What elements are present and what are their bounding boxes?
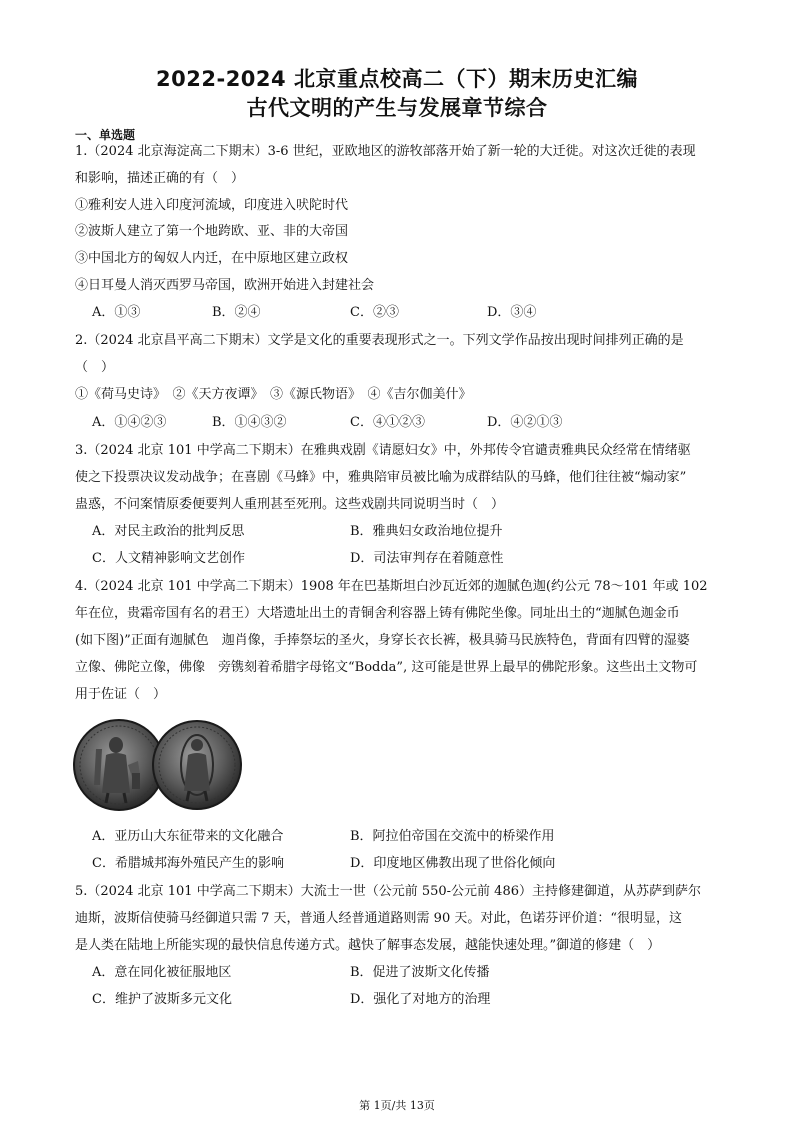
question-5-stem: 5.（2024 北京 101 中学高二下期末）大流士一世（公元前 550-公元前 486）主持修建御道，从苏萨到萨尔	[75, 884, 701, 899]
question-3-stem: 3.（2024 北京 101 中学高二下期末）在雅典戏剧《请愿妇女》中，外邦传令官谴责雅典民众经常在情绪驱	[75, 443, 691, 458]
coin-reverse	[153, 721, 241, 809]
question-2-option-a: A．①④②③	[92, 415, 167, 430]
question-2-item: ①《荷马史诗》 ②《天方夜谭》 ③《源氏物语》 ④《吉尔伽美什》	[75, 387, 472, 402]
question-1-option-c: C．②③	[350, 305, 399, 320]
question-5-stem: 迪斯，波斯信使骑马经御道只需 7 天，普通人经普通道路则需 90 天。对此，色诺芬评价道：“很明显，这	[75, 911, 682, 926]
question-2-option-c: C．④①②③	[350, 415, 425, 430]
question-4-stem: 年在位，贵霜帝国有名的君王）大塔遗址出土的青铜舍利容器上铸有佛陀坐像。同址出土的“迦腻色迦金币	[75, 606, 680, 621]
coin-obverse	[74, 720, 164, 810]
question-3-option-d: D．司法审判存在着随意性	[350, 551, 504, 566]
document-title: 2022-2024 北京重点校高二（下）期末历史汇编	[156, 67, 638, 91]
question-1-item: ①雅利安人进入印度河流域，印度进入吠陀时代	[75, 198, 349, 213]
question-4-option-a: A．亚历山大东征带来的文化融合	[92, 829, 284, 844]
document-subtitle: 古代文明的产生与发展章节综合	[246, 96, 548, 120]
question-2-stem: （ ）	[75, 360, 115, 375]
question-1-item: ②波斯人建立了第一个地跨欧、亚、非的大帝国	[75, 224, 349, 239]
question-5-stem: 是人类在陆地上所能实现的最快信息传递方式。越快了解事态发展，越能快速处理。”御道的修建（ ）	[75, 938, 661, 953]
question-1-option-d: D．③④	[487, 305, 537, 320]
question-4-option-b: B．阿拉伯帝国在交流中的桥梁作用	[350, 829, 555, 844]
question-2-option-b: B．①④③②	[212, 415, 287, 430]
question-4-stem: 立像、佛陀立像，佛像 旁镌刻着希腊字母铭文“Bodda”, 这可能是世界上最早的佛陀形象。这些出土文物可	[75, 660, 698, 675]
question-3-stem: 使之下投票决议发动战争；在喜剧《马蜂》中，雅典陪审员被比喻为成群结队的马蜂，他们往往被“煽动家”	[75, 470, 687, 485]
question-1-item: ④日耳曼人消灭西罗马帝国，欧洲开始进入封建社会	[75, 278, 375, 293]
question-4-stem: 用于佐证（ ）	[75, 687, 167, 702]
question-5-option-b: B．促进了波斯文化传播	[350, 965, 490, 980]
question-1-item: ③中国北方的匈奴人内迁，在中原地区建立政权	[75, 251, 349, 266]
question-1-stem: 1.（2024 北京海淀高二下期末）3-6 世纪，亚欧地区的游牧部落开始了新一轮的大迁徙。对这次迁徙的表现	[75, 144, 696, 159]
question-1-option-a: A．①③	[92, 305, 141, 320]
question-4-stem: 4.（2024 北京 101 中学高二下期末）1908 年在巴基斯坦白沙瓦近郊的迦腻色迦(约公元 78～101 年或 102	[75, 579, 708, 594]
question-5-option-d: D．强化了对地方的治理	[350, 992, 491, 1007]
section-heading: 一、单选题	[75, 128, 136, 142]
question-3-option-c: C．人文精神影响文艺创作	[92, 551, 245, 566]
question-4-option-c: C．希腊城邦海外殖民产生的影响	[92, 856, 284, 871]
question-1-option-b: B．②④	[212, 305, 261, 320]
question-2-option-d: D．④②①③	[487, 415, 563, 430]
kanishka-coins-image	[72, 715, 242, 815]
question-5-option-a: A．意在同化被征服地区	[92, 965, 232, 980]
question-4-option-d: D．印度地区佛教出现了世俗化倾向	[350, 856, 556, 871]
question-5-option-c: C．维护了波斯多元文化	[92, 992, 232, 1007]
question-3-stem: 蛊惑，不问案情原委便要判人重刑甚至死刑。这些戏剧共同说明当时（ ）	[75, 497, 505, 512]
question-2-stem: 2.（2024 北京昌平高二下期末）文学是文化的重要表现形式之一。下列文学作品按出现时间排列正确的是	[75, 333, 684, 348]
question-4-stem: (如下图)”正面有迦腻色 迦肖像，手捧祭坛的圣火，身穿长衣长裤，极具骑马民族特色，背面有四臂的湿婆	[75, 633, 690, 648]
page-footer: 第 1页/共 13页	[359, 1099, 435, 1112]
question-1-stem: 和影响，描述正确的有（ ）	[75, 171, 245, 186]
question-3-option-a: A．对民主政治的批判反思	[92, 524, 245, 539]
question-3-option-b: B．雅典妇女政治地位提升	[350, 524, 503, 539]
